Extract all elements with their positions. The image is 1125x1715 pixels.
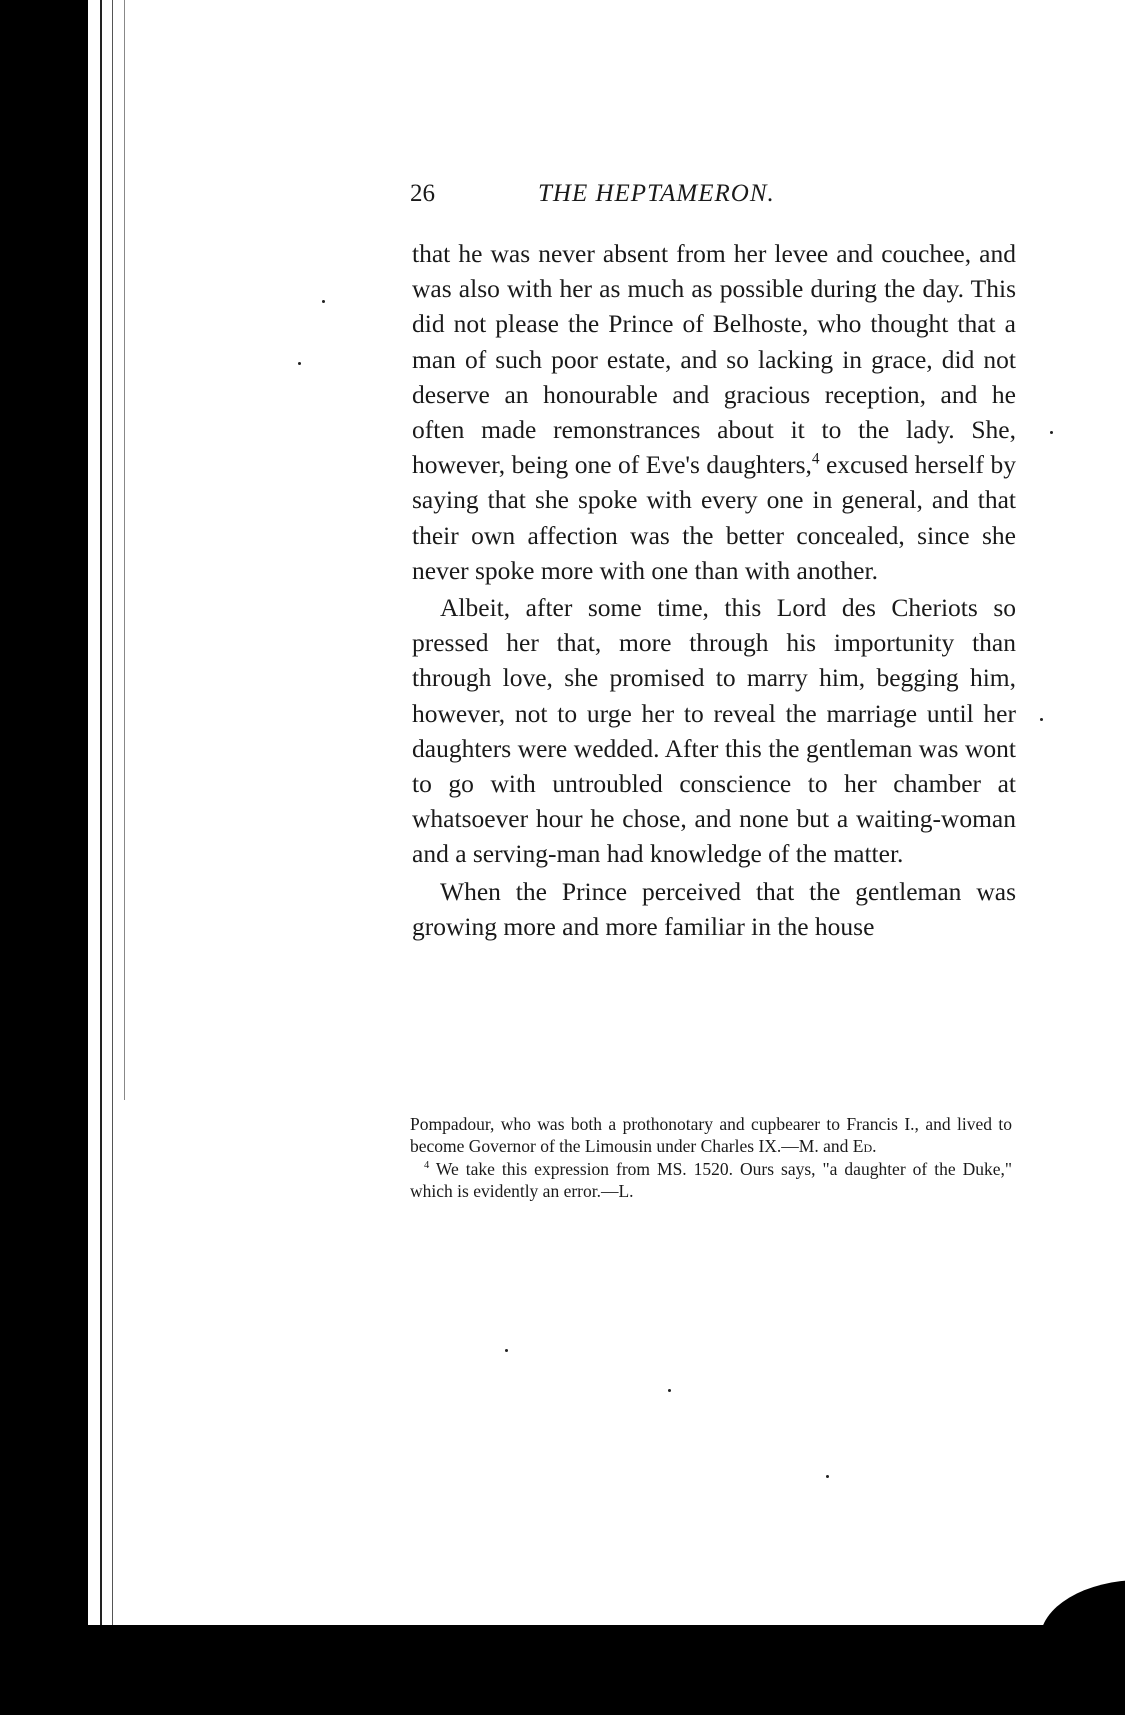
footnotes — [410, 1114, 1012, 1202]
footnote-continued — [410, 1114, 1012, 1157]
paragraph: Albeit, after some time, this Lord des Cheriots so pressed her that, more through his importunity than through love, she promised to marry him, begging him, however, not to urge her to reveal the marriage until her daughters were wedded. After this the gentleman was wont to go with untroubled conscience to her chamber at whatsoever hour he chose, and none but a waiting-woman and a serving-man had knowledge of the matter. — [412, 593, 1016, 869]
paragraph — [412, 236, 1016, 588]
footnote-text: We take this expression from MS. 1520. Ours says, "a daughter of the Duke," which is evidently an error.—L. — [410, 1159, 1012, 1201]
footnote-marker: 4 — [424, 1160, 430, 1172]
footnote-editor: Ed. — [852, 1135, 877, 1156]
running-title: THE HEPTAMERON. — [538, 180, 775, 207]
paragraph-text: excused herself by saying that she spoke with every one in general, and that their own affection was the better concealed, since she never spoke more with one than with another. — [412, 450, 1016, 585]
footnote-4 — [410, 1159, 1012, 1202]
page-number: 26 — [410, 180, 435, 207]
paragraph-text: that he was never absent from her levee and couchee, and was also with her as much as possible during the day. This did not please the Prince of Belhoste, who thought that a man of such poor estate, and so lacking in grace, did not deserve an honourable and gracious reception, and he often made remonstrances about it to the lady. She, however, being one of Eve's daughters, — [412, 239, 1016, 480]
body-text — [412, 236, 1016, 944]
footnote-text: Pompadour, who was both a prothonotary and cupbearer to Francis I., and lived to become Governor of the Limousin under Charles IX.—M. and — [410, 1114, 1012, 1156]
running-head — [410, 180, 880, 214]
footnote-ref: 4 — [811, 450, 820, 468]
paragraph: When the Prince perceived that the gentleman was growing more and more familiar in the house — [412, 876, 1016, 941]
